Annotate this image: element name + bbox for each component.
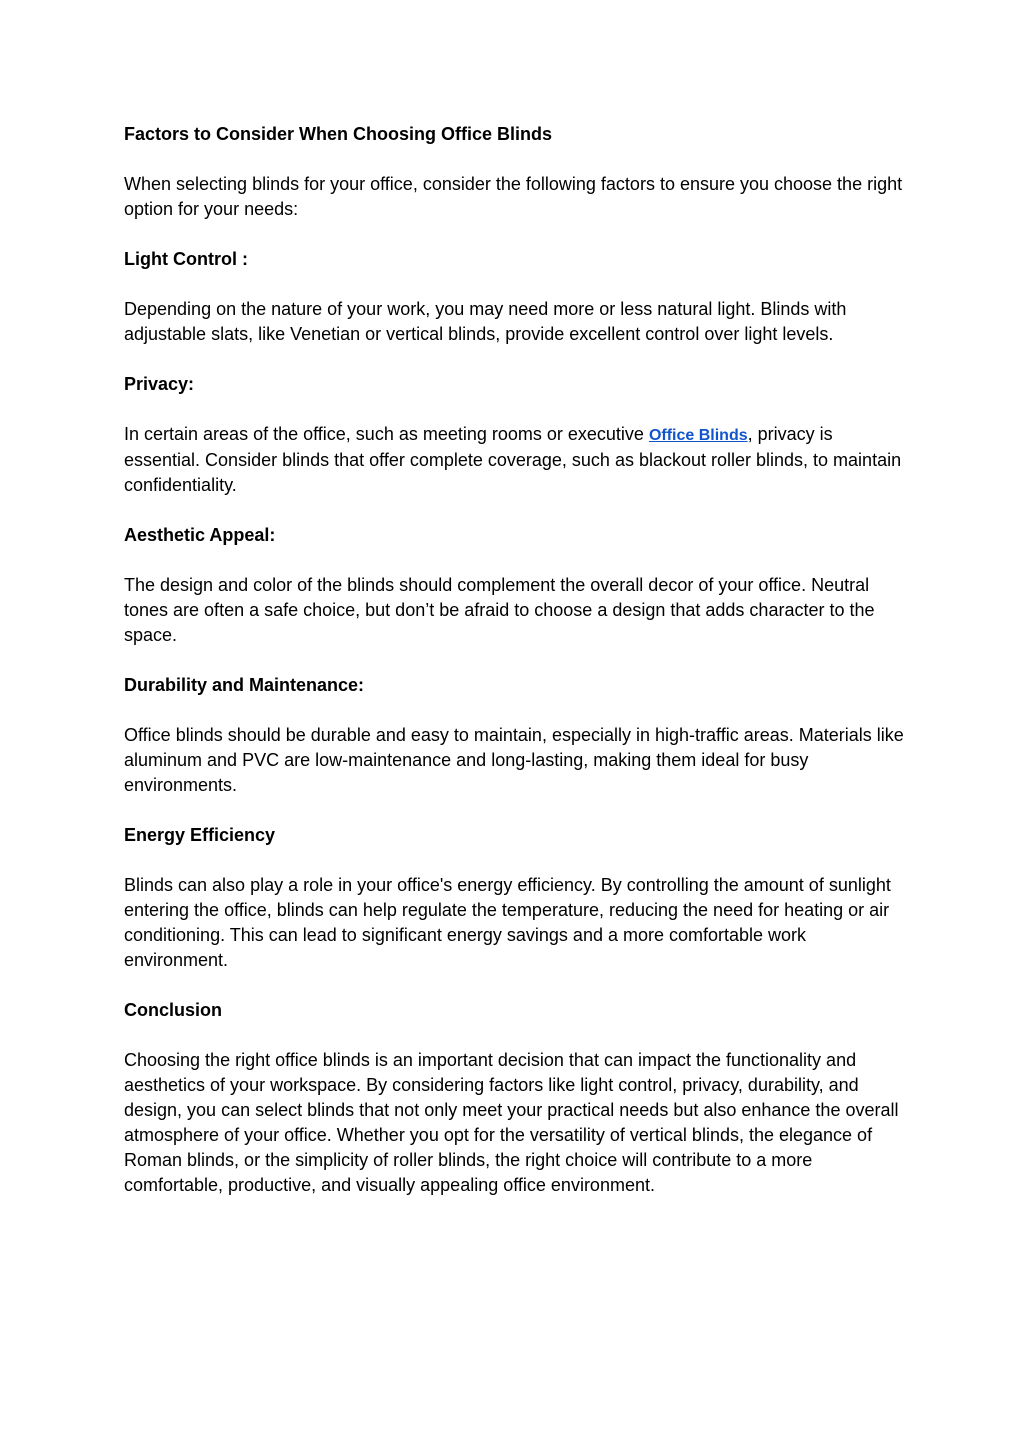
- privacy-text-before-link: In certain areas of the office, such as meeting rooms or executive: [124, 424, 649, 444]
- office-blinds-link[interactable]: Office Blinds: [648, 427, 748, 444]
- section-heading-light-control: Light Control :: [124, 249, 248, 269]
- intro-paragraph: When selecting blinds for your office, consider the following factors to ensure you choose the right option for your needs:: [124, 174, 903, 219]
- section-heading-durability: Durability and Maintenance:: [124, 675, 365, 695]
- section-heading-conclusion: Conclusion: [124, 1000, 222, 1020]
- section-heading-aesthetic-appeal: Aesthetic Appeal:: [124, 525, 276, 545]
- section-heading-privacy: Privacy:: [124, 374, 195, 394]
- document-page: [124, 122, 904, 1198]
- document-title: Factors to Consider When Choosing Office Blinds: [124, 124, 553, 144]
- section-body-privacy: [124, 422, 904, 498]
- section-heading-energy-efficiency: Energy Efficiency: [124, 825, 276, 845]
- privacy-text-after-link: , privacy is essential. Consider blinds that offer complete coverage, such as blackout roller blinds, to maintain confidentiality.: [124, 424, 902, 495]
- section-body-aesthetic-appeal: The design and color of the blinds should complement the overall decor of your office. Neutral tones are often a safe choice, but don’t be afraid to choose a design that adds character to the space.: [124, 575, 875, 645]
- section-body-light-control: Depending on the nature of your work, you may need more or less natural light. Blinds with adjustable slats, like Venetian or vertical blinds, provide excellent control over light levels.: [124, 299, 847, 344]
- section-body-energy-efficiency: Blinds can also play a role in your office's energy efficiency. By controlling the amount of sunlight entering the office, blinds can help regulate the temperature, reducing the need for heating or air conditioning. This can lead to significant energy savings and a more comfortable work environment.: [124, 875, 891, 970]
- section-body-durability: Office blinds should be durable and easy to maintain, especially in high-traffic areas. Materials like aluminum and PVC are low-maintenance and long-lasting, making them ideal for busy environments.: [124, 725, 904, 795]
- section-body-conclusion: Choosing the right office blinds is an important decision that can impact the functionality and aesthetics of your workspace. By considering factors like light control, privacy, durability, and design, you can select blinds that not only meet your practical needs but also enhance the overall atmosphere of your office. Whether you opt for the versatility of vertical blinds, the elegance of Roman blinds, or the simplicity of roller blinds, the right choice will contribute to a more comfortable, productive, and visually appealing office environment.: [124, 1050, 899, 1195]
